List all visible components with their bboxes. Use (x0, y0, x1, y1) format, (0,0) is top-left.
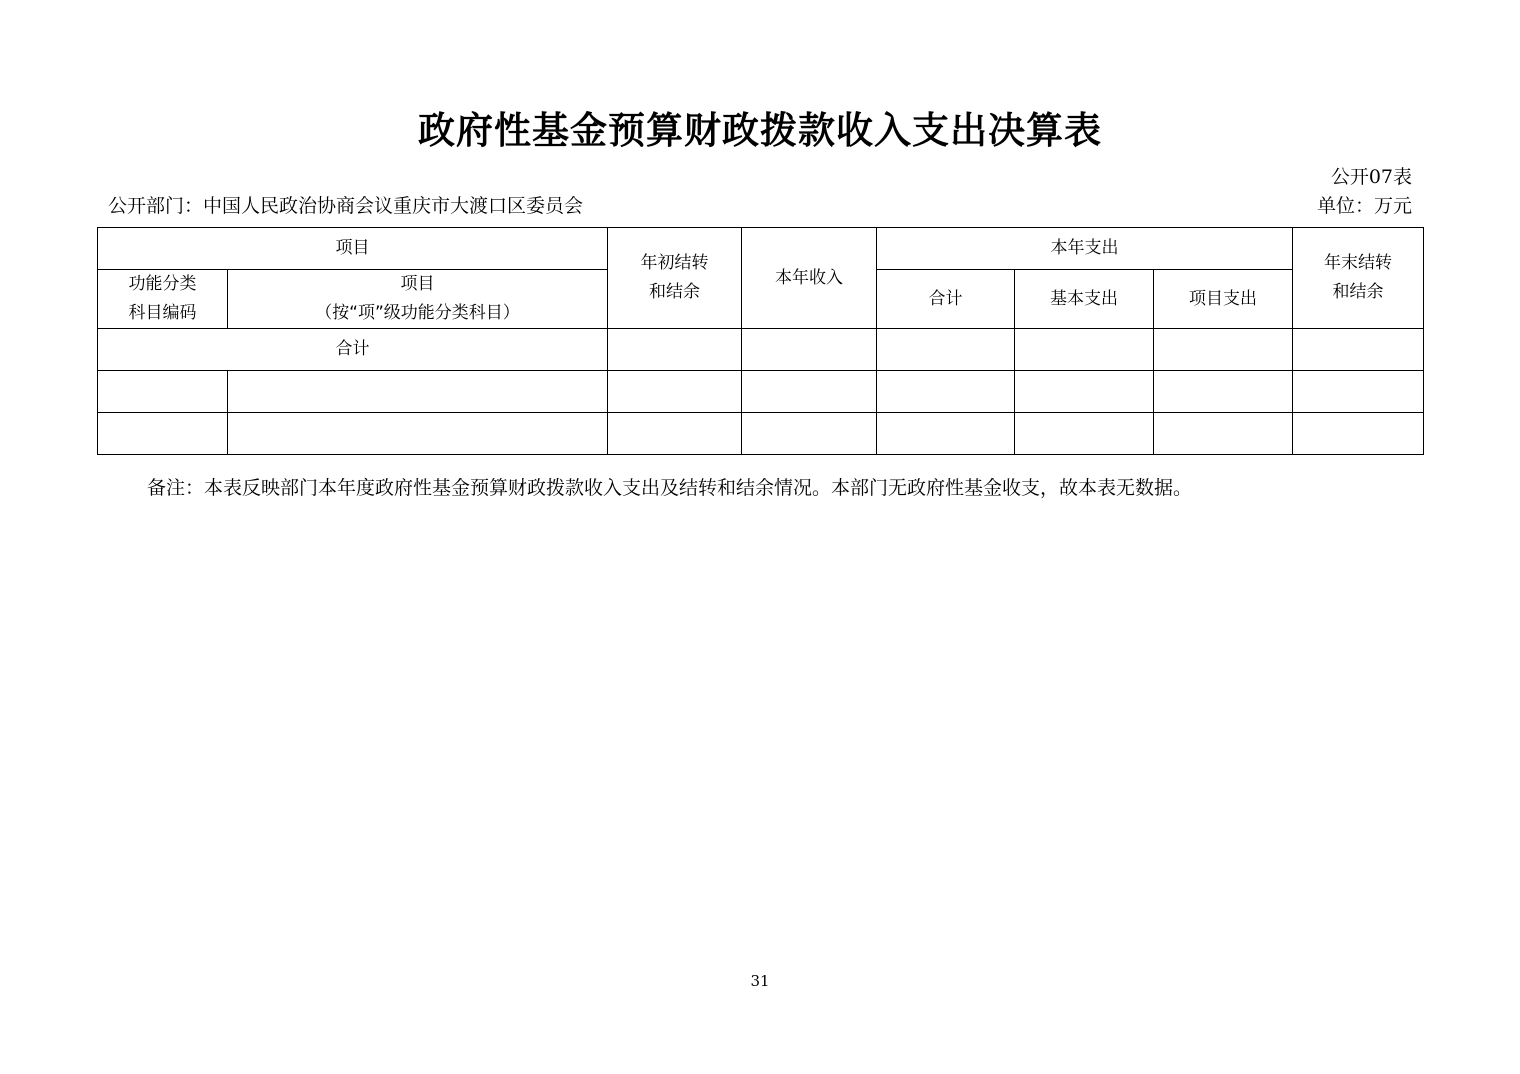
table-cell (1293, 329, 1424, 371)
remark-note: 备注：本表反映部门本年度政府性基金预算财政拨款收入支出及结转和结余情况。本部门无政府性基金收支，故本表无数据。 (147, 477, 1193, 499)
header-income: 本年收入 (742, 228, 877, 329)
header-row-1 (98, 228, 1424, 270)
table-cell (742, 413, 877, 455)
header-end-balance (1293, 228, 1424, 329)
table-cell (608, 329, 742, 371)
department-label: 公开部门：中国人民政治协商会议重庆市大渡口区委员会 (108, 195, 584, 217)
header-begin-balance-line-1: 年初结转 (640, 253, 709, 273)
header-item-name (228, 270, 608, 329)
table-cell (228, 413, 608, 455)
table-cell (1154, 329, 1293, 371)
header-begin-balance (608, 228, 742, 329)
table-cell (608, 371, 742, 413)
table-cell (608, 413, 742, 455)
table-cell (228, 371, 608, 413)
table-cell (877, 329, 1015, 371)
table-cell (98, 413, 228, 455)
header-item-name-line-1: 项目 (400, 274, 435, 294)
table-row (98, 413, 1424, 455)
header-item-group: 项目 (98, 228, 608, 270)
header-exp-basic: 基本支出 (1015, 270, 1154, 329)
budget-table (97, 227, 1424, 455)
header-exp-project: 项目支出 (1154, 270, 1293, 329)
table-cell (877, 413, 1015, 455)
table-cell (1015, 413, 1154, 455)
header-begin-balance-line-2: 和结余 (649, 282, 700, 302)
header-expenditure-group: 本年支出 (877, 228, 1293, 270)
table-cell (98, 371, 228, 413)
page-number: 31 (750, 972, 770, 990)
table-cell (1015, 329, 1154, 371)
header-end-balance-line-1: 年末结转 (1324, 253, 1392, 273)
header-item-name-line-2: （按“项”级功能分类科目） (315, 303, 520, 323)
table-cell (1015, 371, 1154, 413)
header-exp-total: 合计 (877, 270, 1015, 329)
header-code (98, 270, 228, 329)
total-row-label: 合计 (98, 329, 608, 371)
header-code-line-2: 科目编码 (128, 303, 197, 323)
table-cell (877, 371, 1015, 413)
header-code-line-1: 功能分类 (128, 274, 197, 294)
table-cell (1293, 371, 1424, 413)
form-number: 公开07表 (1330, 166, 1412, 188)
table-cell (1293, 413, 1424, 455)
unit-label: 单位：万元 (1316, 195, 1412, 217)
table-cell (742, 329, 877, 371)
table-cell (1154, 371, 1293, 413)
table-cell (1154, 413, 1293, 455)
total-row (98, 329, 1424, 371)
page-title: 政府性基金预算财政拨款收入支出决算表 (418, 109, 1102, 152)
table-row (98, 371, 1424, 413)
table-cell (742, 371, 877, 413)
header-end-balance-line-2: 和结余 (1332, 282, 1384, 302)
